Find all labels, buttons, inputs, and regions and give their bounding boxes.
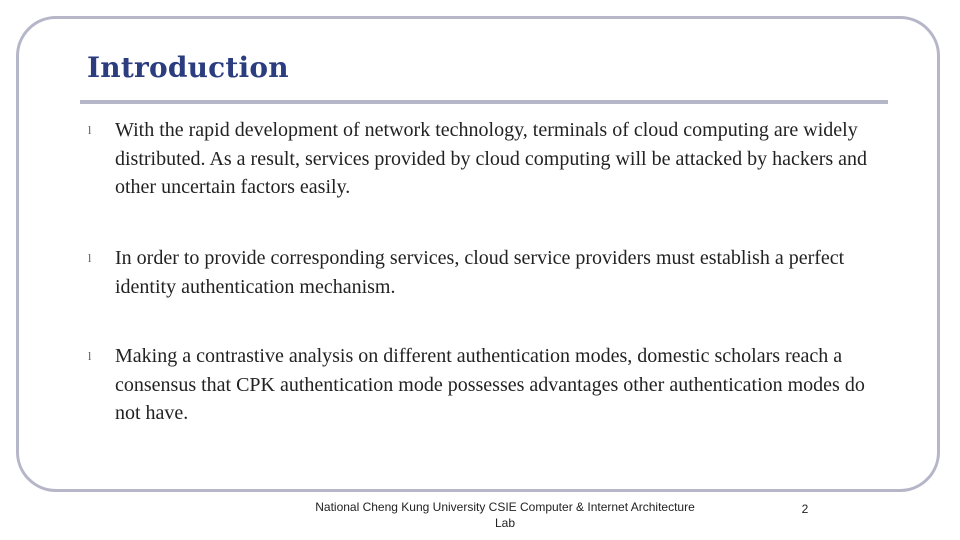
bullet-marker: l — [88, 349, 92, 363]
bullet-item-3: Making a contrastive analysis on different authentication modes, domestic scholars reach a consensus that CPK authentication mode possesses advantages other authentication modes do not have. — [115, 345, 865, 424]
page-number: 2 — [801, 502, 809, 516]
bullet-marker: l — [88, 123, 92, 137]
bullet-item-2: In order to provide corresponding services, cloud service providers must establish a perfect identity authentication mechanism. — [115, 247, 845, 298]
slide-title: Introduction — [87, 51, 289, 84]
bullet-marker: l — [88, 251, 92, 265]
footer-text: National Cheng Kung University CSIE Computer & Internet Architecture Lab — [315, 500, 695, 530]
bullet-item-1: With the rapid development of network technology, terminals of cloud computing are widely distributed. As a result, services provided by cloud computing will be attacked by hackers and other uncertain factors easily. — [115, 119, 868, 198]
title-divider — [80, 100, 888, 104]
